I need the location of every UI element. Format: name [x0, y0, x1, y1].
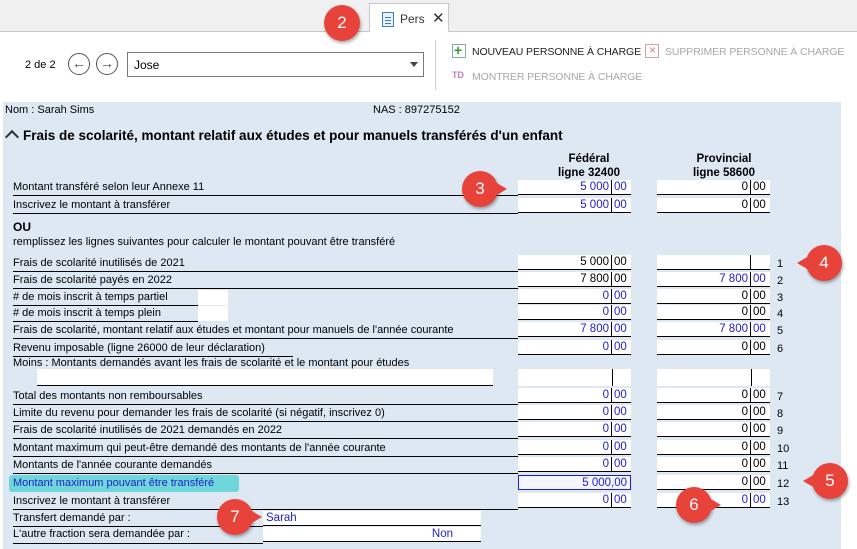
transfer-requested-by-field[interactable]: Sarah: [263, 511, 481, 526]
chevron-up-icon: [5, 130, 19, 144]
other-fraction-label: L'autre fraction sera demandée par :: [13, 528, 190, 540]
row-label-5: Frais de scolarité, montant relatif aux études et montant pour manuels de l'année courante: [13, 324, 454, 336]
annotation-badge-4: 4: [806, 245, 842, 281]
line-number: 9: [777, 425, 784, 437]
line-number: 8: [777, 408, 784, 420]
federal-line-10-field[interactable]: 0 00: [518, 440, 631, 455]
federal-line-8-field[interactable]: 0 00: [518, 405, 631, 420]
badge-pointer: [250, 510, 262, 524]
toolbar-separator: [435, 40, 436, 90]
add-icon: [452, 44, 466, 58]
federal-line-7-field[interactable]: 0 00: [518, 388, 631, 403]
add-dependant-button[interactable]: + NOUVEAU PERSONNE À CHARGE: [452, 44, 638, 60]
line-number: 10: [777, 443, 790, 455]
line-number: 1: [777, 258, 784, 270]
row-label-4: # de mois inscrit à temps plein: [13, 307, 161, 319]
ou-note: remplissez les lignes suivantes pour calculer le montant pouvant être transféré: [13, 236, 396, 248]
row-label-7: Total des montants non remboursables: [13, 390, 203, 402]
federal-annexe-field[interactable]: 5 000 00: [518, 180, 631, 195]
line-number: 6: [777, 343, 784, 355]
annotation-badge-2: 2: [324, 5, 360, 41]
provincial-deductions-blank: [657, 369, 770, 386]
full-time-months-input[interactable]: [198, 306, 228, 321]
annotation-badge-7: 7: [217, 499, 253, 535]
provincial-line-7-field[interactable]: 0 00: [657, 388, 770, 403]
row-label-1: Frais de scolarité inutilisés de 2021: [13, 257, 185, 269]
annotation-badge-3: 3: [462, 171, 498, 207]
provincial-line-5-field[interactable]: 7 800 00: [657, 322, 770, 337]
row-label-12: Montant maximum pouvant être transféré: [13, 477, 215, 489]
dependant-select[interactable]: [127, 52, 424, 77]
federal-line-2-field[interactable]: 7 800 00: [518, 272, 631, 287]
row-label-13: Inscrivez le montant à transférer: [13, 495, 171, 507]
taxpayer-sin: NAS : 897275152: [373, 104, 460, 116]
row-label-2: Frais de scolarité payés en 2022: [13, 274, 172, 286]
row-underline: [13, 213, 518, 214]
federal-line-11-field[interactable]: 0 00: [518, 457, 631, 472]
line-number: 11: [777, 460, 789, 472]
provincial-line-8-field[interactable]: 0 00: [657, 405, 770, 420]
delete-dependant-button[interactable]: × SUPPRIMER PERSONNE À CHARGE: [645, 44, 840, 60]
badge-pointer: [797, 256, 809, 270]
show-dependant-icon: [452, 69, 466, 83]
provincial-line-1-field[interactable]: [657, 255, 770, 270]
column-divider: [612, 369, 613, 386]
provincial-column-header: Provincial ligne 58600: [692, 153, 755, 179]
row-label-9: Frais de scolarité inutilisés de 2021 demandés en 2022: [13, 424, 283, 436]
document-icon: [382, 12, 394, 27]
ou-label: OU: [13, 220, 31, 234]
provincial-line-6-field[interactable]: 0 00: [657, 340, 770, 355]
provincial-line-3-field[interactable]: 0 00: [657, 289, 770, 304]
toolbar: [0, 32, 857, 100]
federal-line-3-field[interactable]: 0 00: [518, 289, 631, 304]
pager-text: 2 de 2: [25, 59, 56, 71]
tab-strip: [0, 0, 857, 32]
federal-line-1-field[interactable]: 5 000 00: [518, 255, 631, 270]
provincial-line-10-field[interactable]: 0 00: [657, 440, 770, 455]
line-number: 13: [777, 496, 790, 508]
annotation-badge-5: 5: [812, 463, 848, 499]
federal-inscrivez-top-field[interactable]: 5 000 00: [518, 198, 631, 213]
row-underline: [13, 195, 518, 196]
provincial-annexe-field[interactable]: 0 00: [657, 180, 770, 195]
annotation-badge-6: 6: [676, 487, 712, 523]
federal-line-5-field[interactable]: 7 800 00: [518, 322, 631, 337]
row-underline: [13, 473, 518, 474]
provincial-line-9-field[interactable]: 0 00: [657, 422, 770, 437]
row-underline: [13, 509, 518, 510]
row-label-11: Montants de l'année courante demandés: [13, 459, 213, 471]
badge-pointer: [803, 474, 815, 488]
provincial-line-2-field[interactable]: 7 800 00: [657, 272, 770, 287]
other-fraction-field[interactable]: Non: [263, 527, 481, 542]
row-underline: [13, 305, 198, 306]
row-underline: [13, 543, 263, 544]
previous-button[interactable]: [68, 53, 90, 75]
provincial-line-12-field[interactable]: 0 00: [657, 475, 770, 490]
arrow-left-icon: ←: [72, 55, 86, 71]
part-time-months-input[interactable]: [198, 290, 228, 305]
badge-pointer: [709, 498, 721, 512]
tab-label: Pers: [400, 12, 425, 26]
tab-pers[interactable]: [369, 3, 449, 33]
row-underline: [13, 338, 518, 339]
row-label-10: Montant maximum qui peut-être demandé des montants de l'année courante: [13, 442, 386, 454]
section-title[interactable]: Frais de scolarité, montant relatif aux études et pour manuels transférés d'un enfant: [5, 128, 563, 143]
close-icon[interactable]: ✕: [432, 10, 445, 27]
row-underline: [13, 288, 518, 289]
row-underline: [13, 404, 518, 405]
row-label-inscrivez-top: Inscrivez le montant à transférer: [13, 199, 171, 211]
row-label-6: Revenu imposable (ligne 26000 de leur déclaration): [13, 342, 265, 354]
form-area: [0, 102, 857, 549]
row-underline: [13, 321, 198, 322]
federal-line-12-field[interactable]: 5 000,00: [518, 475, 631, 490]
federal-line-13-field[interactable]: 0 00: [518, 493, 631, 508]
row-underline: [13, 438, 518, 439]
provincial-line-4-field[interactable]: 0 00: [657, 305, 770, 320]
deductions-input[interactable]: [37, 369, 493, 386]
provincial-line-13-field[interactable]: 0 00: [657, 493, 770, 508]
line-number: 5: [777, 325, 784, 337]
provincial-line-11-field[interactable]: 0 00: [657, 457, 770, 472]
chevron-down-icon: [410, 62, 418, 67]
line-number: 4: [777, 308, 784, 320]
federal-deductions-blank: [518, 369, 631, 386]
delete-icon: [645, 44, 659, 58]
row-underline: [13, 421, 518, 422]
line-number: 3: [777, 292, 784, 304]
federal-column-header: Fédéral ligne 32400: [557, 153, 620, 179]
arrow-right-icon: →: [100, 55, 114, 71]
row-underline: [13, 456, 518, 457]
transfer-label: Transfert demandé par :: [13, 512, 131, 524]
federal-line-6-field[interactable]: 0 00: [518, 340, 631, 355]
row-underline: [13, 271, 518, 272]
row-label-3: # de mois inscrit à temps partiel: [13, 291, 168, 303]
row-label-annexe: Montant transféré selon leur Annexe 11: [13, 181, 205, 193]
line-number: 12: [777, 478, 790, 490]
federal-line-4-field[interactable]: 0 00: [518, 305, 631, 320]
line-number: 2: [777, 275, 784, 287]
provincial-inscrivez-top-field[interactable]: 0 00: [657, 198, 770, 213]
taxpayer-name: Nom : Sarah Sims: [5, 104, 95, 116]
next-button[interactable]: [96, 53, 118, 75]
line-number: 7: [777, 391, 784, 403]
show-dependant-button[interactable]: TD MONTRER PERSONNE À CHARGE: [452, 69, 638, 85]
badge-pointer: [495, 182, 507, 196]
moins-label: Moins : Montants demandés avant les frais de scolarité et le montant pour études: [13, 357, 410, 369]
row-label-8: Limite du revenu pour demander les frais de scolarité (si négatif, inscrivez 0): [13, 407, 385, 419]
column-divider: [751, 369, 752, 386]
dependant-select-value: Jose: [134, 58, 160, 72]
federal-line-9-field[interactable]: 0 00: [518, 422, 631, 437]
